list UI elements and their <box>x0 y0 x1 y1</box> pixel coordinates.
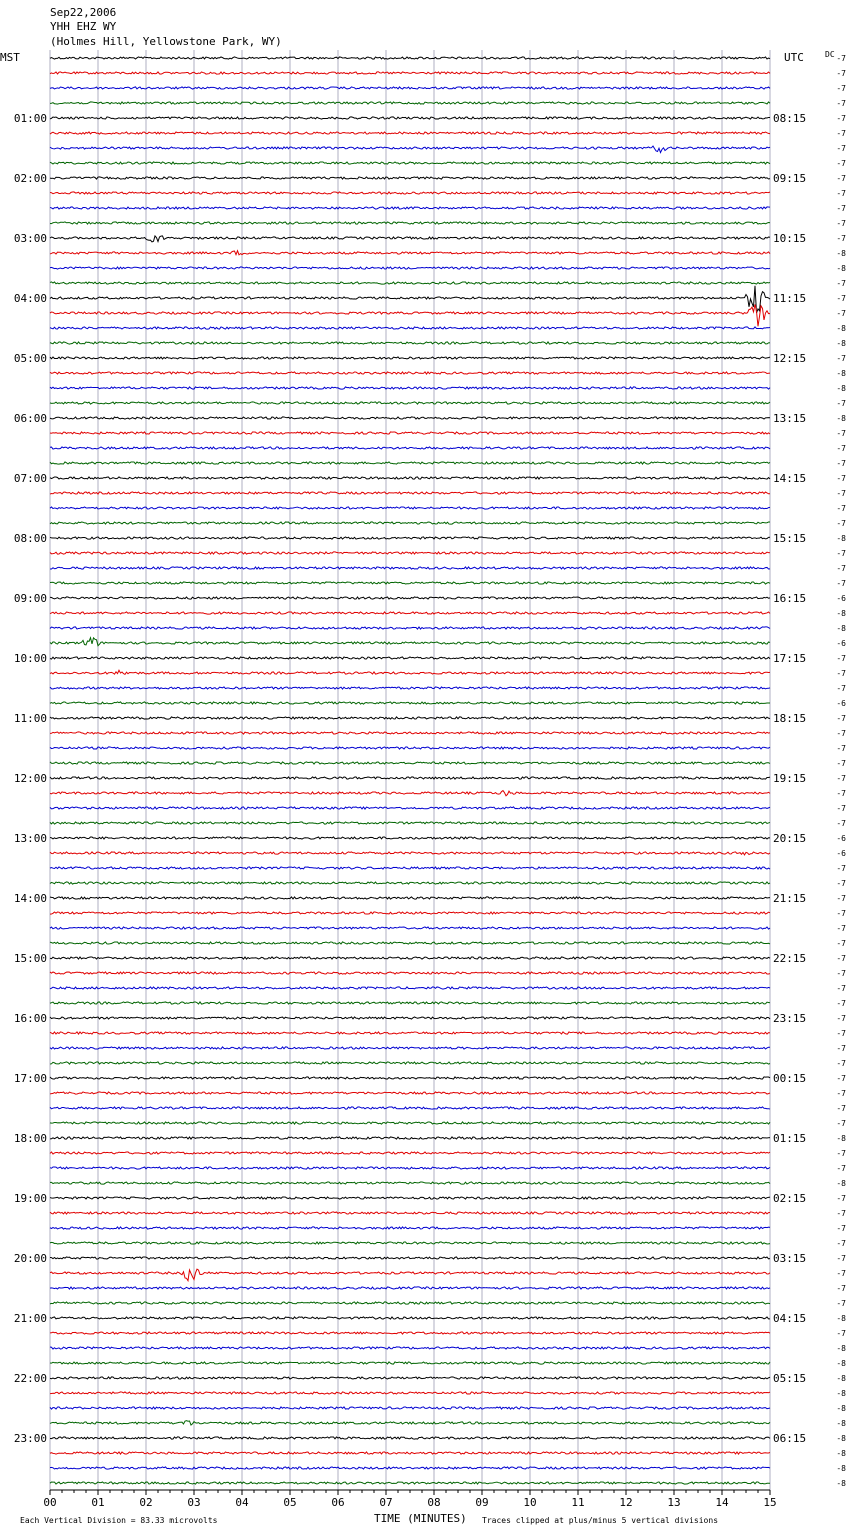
dc-offset-label: -7 <box>836 1224 846 1233</box>
dc-offset-label: -7 <box>836 744 846 753</box>
trace-line <box>50 1212 770 1214</box>
trace-line <box>50 1377 770 1379</box>
seismic-traces <box>50 57 770 1484</box>
mst-hour-label: 21:00 <box>13 1312 47 1325</box>
trace-line <box>50 72 770 74</box>
dc-offset-label: -7 <box>836 1044 846 1053</box>
trace-line <box>50 1167 770 1169</box>
dc-offset-label: -6 <box>836 834 846 843</box>
x-tick-label: 04 <box>235 1496 249 1509</box>
dc-offset-label: -7 <box>836 444 846 453</box>
mst-hour-label: 05:00 <box>13 352 47 365</box>
trace-line <box>50 1242 770 1244</box>
dc-offset-label: -7 <box>836 1284 846 1293</box>
trace-line <box>50 762 770 764</box>
trace-line <box>50 236 770 242</box>
dc-offset-label: -7 <box>836 789 846 798</box>
trace-line <box>50 146 770 152</box>
trace-line <box>50 462 770 464</box>
trace-line <box>50 777 770 779</box>
mst-hour-label: 14:00 <box>13 892 47 905</box>
dc-offset-label: -7 <box>836 54 846 63</box>
dc-offset-label: -7 <box>836 1029 846 1038</box>
dc-offset-label: -7 <box>836 309 846 318</box>
trace-line <box>50 927 770 929</box>
mst-hour-label: 13:00 <box>13 832 47 845</box>
dc-offset-label: -6 <box>836 849 846 858</box>
x-tick-label: 07 <box>379 1496 393 1509</box>
utc-hour-labels <box>773 112 806 1445</box>
trace-line <box>50 627 770 629</box>
utc-hour-label: 13:15 <box>773 412 807 425</box>
dc-offset-label: -7 <box>836 504 846 513</box>
mst-hour-label: 04:00 <box>13 292 47 305</box>
utc-hour-label: 15:15 <box>773 532 807 545</box>
dc-offset-label: -8 <box>836 249 846 258</box>
utc-hour-label: 10:15 <box>773 232 807 245</box>
trace-line <box>50 1227 770 1229</box>
utc-hour-label: 21:15 <box>773 892 807 905</box>
dc-offset-label: -7 <box>836 354 846 363</box>
trace-line <box>50 1421 770 1425</box>
dc-offset-label: -7 <box>836 429 846 438</box>
dc-offset-label: -7 <box>836 144 846 153</box>
dc-offset-label: -8 <box>836 339 846 348</box>
mst-hour-label: 20:00 <box>13 1252 47 1265</box>
dc-offset-label: -7 <box>836 1239 846 1248</box>
dc-offset-label: -8 <box>836 1434 846 1443</box>
mst-hour-label: 19:00 <box>13 1192 47 1205</box>
dc-offset-label: -7 <box>836 564 846 573</box>
trace-line <box>50 432 770 434</box>
dc-offset-label: -8 <box>836 324 846 333</box>
mst-hour-label: 03:00 <box>13 232 47 245</box>
trace-line <box>50 837 770 839</box>
trace-line <box>50 1269 770 1281</box>
dc-offset-label: -7 <box>836 204 846 213</box>
trace-line <box>50 657 770 659</box>
minute-gridlines <box>50 50 770 1490</box>
trace-line <box>50 882 770 884</box>
right-timezone-label: UTC <box>784 51 804 64</box>
utc-hour-label: 11:15 <box>773 292 807 305</box>
dc-offset-label: -7 <box>836 1254 846 1263</box>
utc-hour-label: 04:15 <box>773 1312 807 1325</box>
dc-offset-label: -7 <box>836 234 846 243</box>
trace-line <box>50 791 770 796</box>
dc-offset-label: -7 <box>836 189 846 198</box>
dc-offset-label: -7 <box>836 714 846 723</box>
dc-offset-label: -7 <box>836 894 846 903</box>
dc-offset-label: -6 <box>836 594 846 603</box>
dc-offset-label: -7 <box>836 294 846 303</box>
x-tick-label: 06 <box>331 1496 345 1509</box>
trace-line <box>50 552 770 554</box>
trace-line <box>50 717 770 719</box>
dc-offset-label: -7 <box>836 654 846 663</box>
clip-note: Traces clipped at plus/minus 5 vertical divisions <box>482 1516 719 1525</box>
trace-line <box>50 942 770 944</box>
x-tick-label: 14 <box>715 1496 729 1509</box>
dc-offset-label: -7 <box>836 879 846 888</box>
trace-line <box>50 1287 770 1289</box>
dc-offset-label: -8 <box>836 1134 846 1143</box>
trace-line <box>50 897 770 899</box>
trace-line <box>50 522 770 524</box>
utc-hour-label: 12:15 <box>773 352 807 365</box>
dc-offset-label: -7 <box>836 399 846 408</box>
utc-hour-label: 23:15 <box>773 1012 807 1025</box>
trace-line <box>50 117 770 119</box>
mst-hour-label: 09:00 <box>13 592 47 605</box>
trace-line <box>50 807 770 809</box>
x-tick-label: 00 <box>43 1496 57 1509</box>
mst-hour-label: 10:00 <box>13 652 47 665</box>
trace-line <box>50 1362 770 1364</box>
dc-offset-label: -8 <box>836 1419 846 1428</box>
trace-line <box>50 670 770 674</box>
dc-offset-label: -7 <box>836 1089 846 1098</box>
x-tick-label: 12 <box>619 1496 633 1509</box>
mst-hour-label: 22:00 <box>13 1372 47 1385</box>
trace-line <box>50 477 770 479</box>
trace-line <box>50 582 770 584</box>
trace-line <box>50 282 770 284</box>
dc-offset-label: -7 <box>836 459 846 468</box>
mst-hour-label: 02:00 <box>13 172 47 185</box>
dc-offset-label: -7 <box>836 669 846 678</box>
dc-offset-label: -8 <box>836 414 846 423</box>
trace-line <box>50 87 770 89</box>
trace-line <box>50 207 770 209</box>
dc-offset-label: -7 <box>836 219 846 228</box>
dc-offset-labels <box>836 54 846 1488</box>
dc-offset-label: -7 <box>836 864 846 873</box>
dc-offset-label: -7 <box>836 969 846 978</box>
trace-line <box>50 57 770 59</box>
dc-offset-label: -7 <box>836 1194 846 1203</box>
trace-line <box>50 1392 770 1394</box>
dc-offset-label: -6 <box>836 639 846 648</box>
utc-hour-label: 14:15 <box>773 472 807 485</box>
trace-line <box>50 1407 770 1409</box>
trace-line <box>50 357 770 359</box>
trace-line <box>50 1137 770 1139</box>
x-axis-title: TIME (MINUTES) <box>374 1512 467 1525</box>
trace-line <box>50 402 770 404</box>
utc-hour-label: 01:15 <box>773 1132 807 1145</box>
dc-offset-label: -7 <box>836 984 846 993</box>
trace-line <box>50 1062 770 1064</box>
utc-hour-label: 19:15 <box>773 772 807 785</box>
dc-offset-label: -7 <box>836 1074 846 1083</box>
dc-offset-label: -8 <box>836 624 846 633</box>
dc-offset-label: -7 <box>836 69 846 78</box>
mst-hour-label: 08:00 <box>13 532 47 545</box>
trace-line <box>50 304 770 326</box>
dc-offset-label: -7 <box>836 1104 846 1113</box>
trace-line <box>50 1092 770 1094</box>
x-tick-label: 09 <box>475 1496 489 1509</box>
trace-line <box>50 447 770 449</box>
trace-line <box>50 1257 770 1259</box>
trace-line <box>50 387 770 389</box>
mst-hour-label: 11:00 <box>13 712 47 725</box>
dc-label: DC <box>825 50 835 59</box>
utc-hour-label: 16:15 <box>773 592 807 605</box>
utc-hour-label: 18:15 <box>773 712 807 725</box>
trace-line <box>50 342 770 344</box>
trace-line <box>50 1467 770 1469</box>
x-tick-label: 03 <box>187 1496 201 1509</box>
mst-hour-label: 17:00 <box>13 1072 47 1085</box>
dc-offset-label: -7 <box>836 1269 846 1278</box>
trace-line <box>50 192 770 194</box>
dc-offset-label: -7 <box>836 174 846 183</box>
dc-offset-label: -8 <box>836 1374 846 1383</box>
dc-offset-label: -7 <box>836 1164 846 1173</box>
dc-offset-label: -8 <box>836 369 846 378</box>
dc-offset-label: -7 <box>836 129 846 138</box>
dc-offset-label: -7 <box>836 924 846 933</box>
dc-offset-label: -7 <box>836 684 846 693</box>
x-tick-label: 11 <box>571 1496 585 1509</box>
scale-note: Each Vertical Division = 83.33 microvolts <box>20 1516 218 1525</box>
mst-hour-label: 12:00 <box>13 772 47 785</box>
dc-offset-label: -7 <box>836 159 846 168</box>
dc-offset-label: -8 <box>836 1449 846 1458</box>
utc-hour-label: 02:15 <box>773 1192 807 1205</box>
trace-line <box>50 537 770 539</box>
dc-offset-label: -7 <box>836 84 846 93</box>
x-tick-label: 05 <box>283 1496 297 1509</box>
trace-line <box>50 327 770 329</box>
dc-offset-label: -7 <box>836 549 846 558</box>
trace-line <box>50 1182 770 1184</box>
dc-offset-label: -7 <box>836 909 846 918</box>
dc-offset-label: -8 <box>836 1464 846 1473</box>
station-name: YHH EHZ WY <box>50 20 117 33</box>
trace-line <box>50 1002 770 1004</box>
dc-offset-label: -7 <box>836 99 846 108</box>
dc-offset-label: -7 <box>836 939 846 948</box>
trace-line <box>50 732 770 734</box>
trace-line <box>50 957 770 959</box>
mst-hour-label: 18:00 <box>13 1132 47 1145</box>
left-timezone-label: MST <box>0 51 20 64</box>
dc-offset-label: -8 <box>836 1344 846 1353</box>
dc-offset-label: -7 <box>836 114 846 123</box>
trace-line <box>50 912 770 914</box>
dc-offset-label: -7 <box>836 729 846 738</box>
trace-line <box>50 102 770 104</box>
trace-line <box>50 1032 770 1034</box>
mst-hour-label: 01:00 <box>13 112 47 125</box>
trace-line <box>50 702 770 704</box>
dc-offset-label: -8 <box>836 384 846 393</box>
trace-line <box>50 417 770 419</box>
dc-offset-label: -7 <box>836 1014 846 1023</box>
trace-line <box>50 822 770 824</box>
trace-line <box>50 177 770 179</box>
dc-offset-label: -8 <box>836 1179 846 1188</box>
trace-line <box>50 507 770 509</box>
mst-hour-label: 15:00 <box>13 952 47 965</box>
utc-hour-label: 09:15 <box>773 172 807 185</box>
dc-offset-label: -7 <box>836 774 846 783</box>
dc-offset-label: -7 <box>836 1119 846 1128</box>
mst-hour-labels <box>14 112 47 1445</box>
utc-hour-label: 05:15 <box>773 1372 807 1385</box>
trace-line <box>50 1017 770 1019</box>
dc-offset-label: -8 <box>836 1389 846 1398</box>
mst-hour-label: 07:00 <box>13 472 47 485</box>
trace-line <box>50 222 770 224</box>
dc-offset-label: -8 <box>836 264 846 273</box>
x-tick-label: 08 <box>427 1496 441 1509</box>
trace-line <box>50 987 770 989</box>
trace-line <box>50 1317 770 1319</box>
trace-line <box>50 132 770 134</box>
dc-offset-label: -7 <box>836 579 846 588</box>
trace-line <box>50 1077 770 1079</box>
x-tick-label: 02 <box>139 1496 153 1509</box>
trace-line <box>50 1332 770 1334</box>
trace-line <box>50 1302 770 1304</box>
x-tick-label: 13 <box>667 1496 681 1509</box>
trace-line <box>50 1047 770 1049</box>
trace-line <box>50 747 770 749</box>
trace-line <box>50 852 770 855</box>
trace-line <box>50 1482 770 1484</box>
dc-offset-label: -7 <box>836 489 846 498</box>
utc-hour-label: 08:15 <box>773 112 807 125</box>
trace-line <box>50 867 770 869</box>
dc-offset-label: -7 <box>836 279 846 288</box>
utc-hour-label: 00:15 <box>773 1072 807 1085</box>
dc-offset-label: -7 <box>836 474 846 483</box>
dc-offset-label: -7 <box>836 1299 846 1308</box>
trace-line <box>50 1107 770 1109</box>
dc-offset-label: -7 <box>836 954 846 963</box>
dc-offset-label: -7 <box>836 1149 846 1158</box>
x-tick-label: 10 <box>523 1496 537 1509</box>
trace-line <box>50 286 770 313</box>
trace-line <box>50 1197 770 1199</box>
trace-line <box>50 567 770 569</box>
dc-offset-label: -7 <box>836 1209 846 1218</box>
x-tick-label: 01 <box>91 1496 105 1509</box>
mst-hour-label: 06:00 <box>13 412 47 425</box>
plot-date: Sep22,2006 <box>50 6 117 19</box>
trace-line <box>50 972 770 974</box>
dc-offset-label: -7 <box>836 999 846 1008</box>
dc-offset-label: -7 <box>836 804 846 813</box>
dc-offset-label: -6 <box>836 699 846 708</box>
dc-offset-label: -8 <box>836 1314 846 1323</box>
dc-offset-label: -7 <box>836 519 846 528</box>
x-tick-label: 15 <box>763 1496 777 1509</box>
trace-line <box>50 638 770 646</box>
trace-line <box>50 1452 770 1454</box>
dc-offset-label: -8 <box>836 1359 846 1368</box>
dc-offset-label: -7 <box>836 1059 846 1068</box>
mst-hour-label: 23:00 <box>13 1432 47 1445</box>
trace-line <box>50 1122 770 1124</box>
mst-hour-label: 16:00 <box>13 1012 47 1025</box>
dc-offset-label: -7 <box>836 759 846 768</box>
trace-line <box>50 267 770 269</box>
dc-offset-label: -8 <box>836 1479 846 1488</box>
utc-hour-label: 17:15 <box>773 652 807 665</box>
trace-line <box>50 372 770 374</box>
trace-line <box>50 612 770 614</box>
trace-line <box>50 1437 770 1439</box>
utc-hour-label: 20:15 <box>773 832 807 845</box>
trace-line <box>50 162 770 164</box>
utc-hour-label: 03:15 <box>773 1252 807 1265</box>
dc-offset-label: -8 <box>836 1404 846 1413</box>
trace-line <box>50 492 770 494</box>
trace-line <box>50 687 770 689</box>
trace-line <box>50 251 770 255</box>
dc-offset-label: -8 <box>836 609 846 618</box>
dc-offset-label: -7 <box>836 1329 846 1338</box>
trace-line <box>50 1152 770 1154</box>
x-axis <box>43 1490 776 1509</box>
utc-hour-label: 22:15 <box>773 952 807 965</box>
trace-line <box>50 1347 770 1349</box>
station-location: (Holmes Hill, Yellowstone Park, WY) <box>50 35 282 48</box>
dc-offset-label: -7 <box>836 819 846 828</box>
trace-line <box>50 597 770 599</box>
utc-hour-label: 06:15 <box>773 1432 807 1445</box>
dc-offset-label: -8 <box>836 534 846 543</box>
